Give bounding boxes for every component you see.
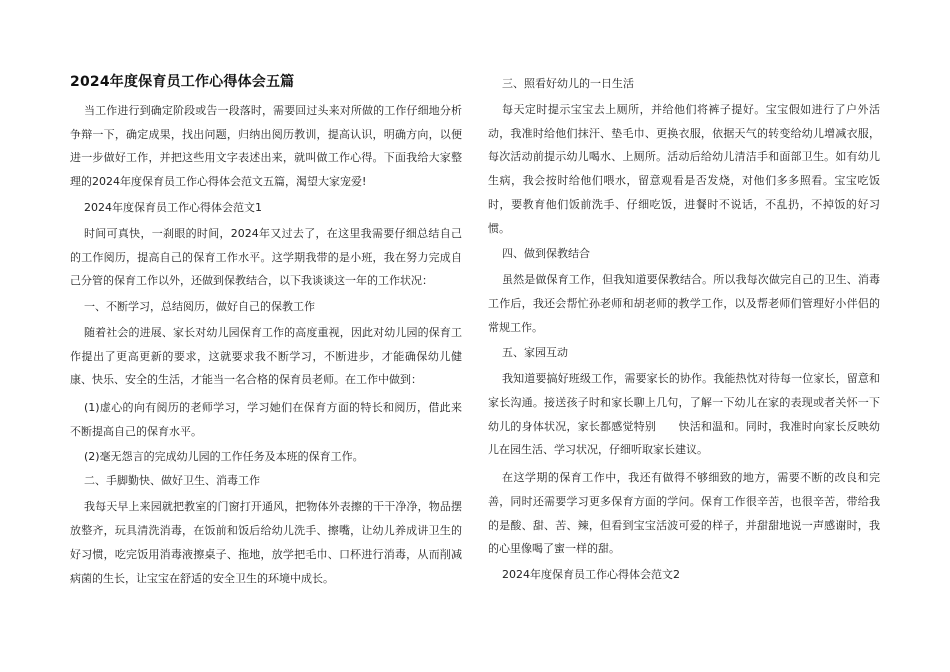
- section-heading: 二、手脚勤快、做好卫生、消毒工作: [84, 474, 260, 488]
- right-column: [488, 72, 880, 589]
- section-heading: 四、做到保教结合: [502, 247, 590, 261]
- section-heading: 一、不断学习，总结阅历，做好自己的保教工作: [84, 299, 315, 313]
- body-paragraph: 每天定时提示宝宝去上厕所，并给他们将裤子提好。宝宝假如进行了户外活动，我准时给他们抹汗、垫毛巾、更换衣服，依据天气的转变给幼儿增减衣服，每次活动前提示幼儿喝水、上厕所。活动后给幼儿清洁手和面部卫生。如有幼儿生病，我会按时给他们喂水，留意观看是否发烧，对他们多多照看。宝宝吃饭时，要教育他们饭前洗手、仔细吃饭，进餐时不说话，不乱扔，不掉饭的好习惯。: [488, 103, 880, 235]
- body-paragraph: 随着社会的进展、家长对幼儿园保育工作的高度重视，因此对幼儿园的保育工作提出了更高更新的要求，这就要求我不断学习，不断进步，才能确保幼儿健康、快乐、安全的生活，才能当一名合格的保育员老师。在工作中做到：: [70, 325, 462, 387]
- body-paragraph: 虽然是做保育工作，但我知道要保教结合。所以我每次做完自己的卫生、消毒工作后，我还会帮忙孙老师和胡老师的教学工作，以及帮老师们管理好小伴侣的常规工作。: [488, 273, 880, 334]
- section-heading: 三、照看好幼儿的一日生活: [502, 77, 634, 90]
- body-paragraph: 我知道要搞好班级工作，需要家长的协作。我能热忱对待每一位家长，留意和家长沟通。接送孩子时和家长聊上几句，了解一下幼儿在家的表现或者关怀一下幼儿的身体状况，家长都感觉特别 快活和温和。同时，我准时向家长反映幼儿在园生活、学习状况，仔细听取家长建议。: [488, 372, 880, 457]
- section-heading: 2024年度保育员工作心得体会范文1: [84, 200, 262, 214]
- body-paragraph: 在这学期的保育工作中，我还有做得不够细致的地方，需要不断的改良和完善，同时还需要学习更多保育方面的学问。保育工作很辛苦，也很辛苦，带给我的是酸、甜、苦、辣，但看到宝宝活波可爱的样子，并甜甜地说一声感谢时，我的心里像喝了蜜一样的甜。: [488, 471, 880, 556]
- left-column: [70, 72, 462, 590]
- section-heading: 五、家园互动: [502, 346, 568, 360]
- body-paragraph: (1)虚心的向有阅历的老师学习，学习她们在保育方面的特长和阅历，借此来不断提高自己的保育水平。: [70, 401, 462, 438]
- section-heading: (2)毫无怨言的完成幼儿园的工作任务及本班的保育工作。: [84, 450, 364, 464]
- document-title: 2024年度保育员工作心得体会五篇: [70, 74, 295, 90]
- body-paragraph: 时间可真快，一刹眼的时间，2024年又过去了，在这里我需要仔细总结自己的工作阅历，提高自己的保育工作水平。这学期我带的是小班，我在努力完成自己分管的保育工作以外，还做到保教结合，以下我谈谈这一年的工作状况：: [70, 226, 462, 288]
- body-paragraph: 我每天早上来园就把教室的门窗打开通风，把物体外表擦的干干净净，物品摆放整齐，玩具清洗消毒，在饭前和饭后给幼儿洗手、擦嘴，让幼儿养成讲卫生的好习惯，吃完饭用消毒液擦桌子、拖地，放学把毛巾、口杯进行消毒，从而削减病菌的生长，让宝宝在舒适的安全卫生的环境中成长。: [70, 500, 462, 585]
- intro-paragraph: 当工作进行到确定阶段或告一段落时，需要回过头来对所做的工作仔细地分析争辩一下，确定成果，找出问题，归纳出阅历教训，提高认识，明确方向，以便进一步做好工作，并把这些用文字表述出来，就叫做工作心得。下面我给大家整理的2024年度保育员工作心得体会范文五篇，渴望大家宠爱!: [70, 104, 462, 189]
- section-heading: 2024年度保育员工作心得体会范文2: [502, 567, 680, 581]
